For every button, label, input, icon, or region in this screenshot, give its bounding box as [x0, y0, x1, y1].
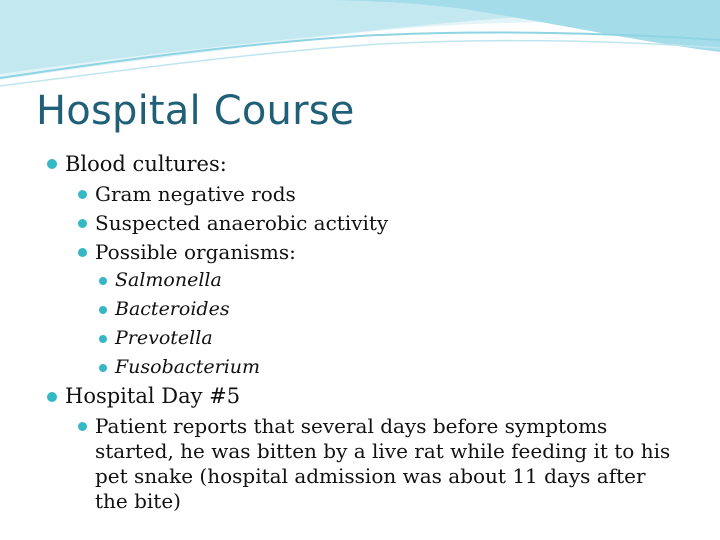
slide-title: Hospital Course — [36, 88, 355, 134]
patient-report-line: pet snake (hospital admission was about 11 days after — [95, 464, 646, 488]
bullet-dot-icon — [47, 392, 57, 402]
organism-item: Fusobacterium — [115, 356, 261, 378]
bullet-dot-icon — [99, 364, 107, 372]
bullet-dot-icon — [47, 159, 57, 169]
bullet-anaerobic: Suspected anaerobic activity — [95, 211, 389, 235]
bullet-hospital-day: Hospital Day #5 — [65, 384, 241, 408]
organism-item: Bacteroides — [115, 298, 230, 320]
bullet-gram-negative: Gram negative rods — [95, 182, 296, 206]
bullet-dot-icon — [99, 306, 107, 314]
bullet-dot-icon — [78, 190, 87, 199]
bullet-patient-report — [95, 414, 695, 514]
patient-report-line: the bite) — [95, 489, 181, 513]
bullet-dot-icon — [78, 422, 87, 431]
patient-report-line: Patient reports that several days before symptoms — [95, 414, 608, 438]
bullet-blood-cultures: Blood cultures: — [65, 152, 227, 176]
bullet-dot-icon — [78, 248, 87, 257]
patient-report-line: started, he was bitten by a live rat while feeding it to his — [95, 439, 671, 463]
bullet-dot-icon — [99, 277, 107, 285]
bullet-dot-icon — [78, 219, 87, 228]
bullet-dot-icon — [99, 335, 107, 343]
organism-item: Prevotella — [115, 327, 213, 349]
bullet-possible-organisms: Possible organisms: — [95, 240, 296, 264]
organism-item: Salmonella — [115, 269, 222, 291]
